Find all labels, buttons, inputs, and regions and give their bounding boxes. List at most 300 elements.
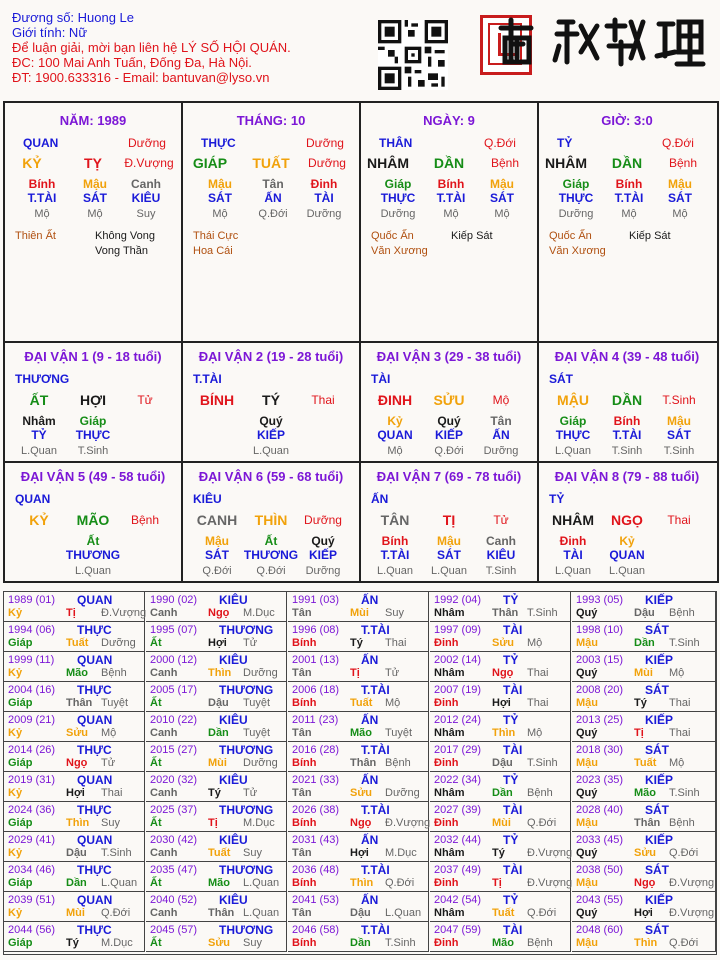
dai-van-hidden-ten-god: SÁT	[205, 548, 229, 562]
year-stage: Dưỡng	[243, 757, 278, 769]
year-branch: Ngọ	[208, 607, 230, 619]
year-label: 2027 (39)	[434, 804, 482, 816]
year-stem: Ất	[150, 937, 162, 949]
year-branch: Dậu	[208, 697, 229, 709]
year-label: 2001 (13)	[292, 654, 340, 666]
year-ten-god: THỰC	[77, 683, 112, 697]
year-branch: Thìn	[66, 817, 90, 829]
dai-van-title: ĐẠI VẬN 7 (69 - 78 tuổi)	[376, 469, 522, 484]
year-stage: T.Sinh	[385, 937, 416, 949]
year-cell	[572, 742, 716, 772]
year-table	[3, 591, 717, 955]
year-stem: Nhâm	[434, 907, 465, 919]
pillar-state: Đ.Vượng	[124, 156, 174, 170]
dai-van-hidden-ten-god: KIẾP	[434, 428, 464, 442]
year-ten-god: THỰC	[77, 923, 112, 937]
year-cell	[430, 622, 571, 652]
year-stage: Tuyệt	[243, 727, 271, 739]
year-stem: Giáp	[8, 637, 33, 649]
year-stage: M.Dục	[243, 817, 275, 829]
year-stem: Mậu	[576, 937, 598, 949]
hidden-stem: Mậu	[83, 177, 107, 191]
year-stem: Bính	[292, 757, 317, 769]
year-stage: Tử	[101, 757, 116, 769]
shen-sha: Văn Xương	[371, 245, 428, 257]
year-stem: Tân	[292, 607, 312, 619]
hidden-stem: Giáp	[562, 177, 590, 191]
year-stem: Đinh	[434, 937, 459, 949]
dai-van-hidden-stage: L.Quan	[74, 565, 112, 577]
dai-van-title: ĐẠI VẬN 3 (29 - 38 tuổi)	[376, 349, 522, 364]
year-label: 2020 (32)	[150, 774, 198, 786]
year-stage: T.Sinh	[669, 637, 700, 649]
year-branch: Thân	[492, 607, 519, 619]
year-cell	[4, 712, 145, 742]
year-label: 2032 (44)	[434, 834, 482, 846]
hidden-ten-god: SÁT	[83, 191, 107, 205]
year-stem: Quý	[576, 787, 598, 799]
year-branch: Hợi	[350, 847, 369, 859]
year-stem: Tân	[292, 907, 312, 919]
dai-van-hidden-stem: Kỷ	[387, 414, 403, 428]
year-branch: Thân	[66, 697, 93, 709]
year-stage: Tuyệt	[101, 697, 129, 709]
year-stage: L.Quan	[385, 907, 422, 919]
year-ten-god: KIẾP	[645, 713, 674, 727]
year-branch: Mùi	[208, 757, 227, 769]
year-stage: T.Sinh	[527, 607, 558, 619]
year-branch: Ngọ	[492, 667, 514, 679]
qr-code-icon	[378, 20, 448, 90]
year-branch: Dần	[208, 727, 229, 739]
year-ten-god: TỶ	[503, 593, 519, 607]
dai-van-ten-god: THƯƠNG	[15, 372, 70, 386]
year-label: 1998 (10)	[576, 624, 624, 636]
year-ten-god: THỰC	[77, 623, 112, 637]
year-cell	[572, 832, 716, 862]
year-ten-god: T.TÀI	[361, 743, 390, 757]
year-cell	[4, 862, 145, 892]
year-cell	[4, 892, 145, 922]
dai-van-hidden-stage: L.Quan	[608, 565, 646, 577]
pillar-title: NGÀY: 9	[423, 113, 475, 128]
hidden-stem: Bính	[615, 177, 643, 191]
year-stage: T.Sinh	[669, 787, 700, 799]
pillar-branch: TỴ	[84, 155, 102, 171]
calligraphy-logo	[497, 12, 707, 68]
dai-van-title: ĐẠI VẬN 1 (9 - 18 tuổi)	[24, 349, 162, 364]
year-cell	[572, 772, 716, 802]
year-stem: Quý	[576, 907, 598, 919]
year-ten-god: THƯƠNG	[219, 803, 274, 817]
year-label: 1990 (02)	[150, 594, 198, 606]
year-stem: Mậu	[576, 817, 598, 829]
pillar-ten-god: QUAN	[23, 136, 59, 150]
year-label: 2015 (27)	[150, 744, 198, 756]
year-ten-god: ẤN	[361, 893, 379, 907]
year-stage: Mộ	[669, 757, 685, 769]
dai-van-title: ĐẠI VẬN 5 (49 - 58 tuổi)	[20, 469, 166, 484]
shen-sha: Kiếp Sát	[629, 230, 671, 242]
year-stage: Thai	[669, 727, 691, 739]
dai-van-hidden-stage: Mộ	[387, 445, 403, 457]
year-stem: Bính	[292, 697, 317, 709]
year-stage: Thai	[101, 787, 123, 799]
hidden-stem: Bính	[437, 177, 465, 191]
year-stage: Suy	[243, 847, 262, 859]
year-label: 2039 (51)	[8, 894, 56, 906]
year-ten-god: THƯƠNG	[219, 683, 274, 697]
year-cell	[4, 832, 145, 862]
year-label: 2016 (28)	[292, 744, 340, 756]
dai-van-hidden-ten-god: THỰC	[75, 428, 111, 442]
year-label: 2018 (30)	[576, 744, 624, 756]
dai-van-hidden-stem: Nhâm	[22, 414, 56, 428]
year-branch: Thìn	[634, 937, 658, 949]
dai-van-hidden-stage: T.Sinh	[663, 445, 695, 457]
year-branch: Tuất	[66, 637, 89, 649]
dai-van-hidden-stem: Mậu	[205, 534, 229, 548]
year-stem: Giáp	[8, 937, 33, 949]
dai-van-stem: NHÂM	[552, 512, 594, 528]
dai-van-hidden-stage: Q.Đới	[202, 565, 232, 577]
year-cell	[430, 862, 571, 892]
year-label: 2007 (19)	[434, 684, 482, 696]
year-stem: Ất	[150, 637, 162, 649]
year-stage: Mộ	[385, 697, 401, 709]
year-cell	[4, 682, 145, 712]
year-branch: Sửu	[66, 727, 89, 739]
year-stage: Đ.Vượng	[527, 847, 573, 859]
year-cell	[430, 712, 571, 742]
contact-line-2: ĐC: 100 Mai Anh Tuấn, Đống Đa, Hà Nội.	[12, 55, 252, 70]
shen-sha: Không Vong	[95, 230, 155, 242]
year-stem: Kỷ	[8, 667, 23, 679]
year-branch: Mão	[208, 877, 230, 889]
year-cell	[430, 922, 571, 952]
year-label: 2010 (22)	[150, 714, 198, 726]
year-cell	[288, 922, 429, 952]
dai-van-hidden-stage: L.Quan	[20, 445, 58, 457]
dai-van-hidden-stem: Ất	[86, 534, 100, 548]
shen-sha: Văn Xương	[549, 245, 606, 257]
year-label: 2008 (20)	[576, 684, 624, 696]
shen-sha: Kiếp Sát	[451, 230, 493, 242]
year-cell	[572, 862, 716, 892]
year-stem: Giáp	[8, 817, 33, 829]
dai-van-hidden-stage: Dưỡng	[305, 565, 341, 577]
year-stage: Bệnh	[101, 667, 127, 679]
year-ten-god: KIẾP	[645, 593, 674, 607]
dai-van-ten-god: SÁT	[549, 372, 573, 386]
year-stem: Ất	[150, 817, 162, 829]
hidden-stage: Suy	[136, 208, 156, 220]
year-ten-god: SÁT	[645, 923, 669, 937]
hidden-stem: Giáp	[384, 177, 412, 191]
year-stage: Tuyệt	[243, 697, 271, 709]
year-stem: Đinh	[434, 817, 459, 829]
year-cell	[572, 622, 716, 652]
year-stem: Bính	[292, 817, 317, 829]
pillar-branch: DẦN	[433, 155, 465, 171]
year-stem: Nhâm	[434, 727, 465, 739]
year-label: 2000 (12)	[150, 654, 198, 666]
year-stem: Nhâm	[434, 667, 465, 679]
year-stage: Bệnh	[527, 937, 553, 949]
hidden-ten-god: T.TÀI	[614, 191, 644, 205]
dai-van-stem: TÂN	[380, 512, 410, 528]
year-cell	[572, 712, 716, 742]
hidden-stage: Mộ	[212, 208, 228, 220]
dai-van-hidden-ten-god: TÀI	[563, 548, 583, 562]
year-cell	[146, 712, 287, 742]
year-branch: Dậu	[66, 847, 87, 859]
year-stage: Suy	[101, 817, 120, 829]
dai-van-hidden-ten-god: ẤN	[492, 428, 510, 442]
year-ten-god: SÁT	[645, 623, 669, 637]
year-stem: Kỷ	[8, 727, 23, 739]
year-stage: Thai	[385, 637, 407, 649]
year-stem: Quý	[576, 607, 598, 619]
year-cell	[288, 652, 429, 682]
year-ten-god: KIÊU	[219, 653, 248, 667]
year-label: 2030 (42)	[150, 834, 198, 846]
pillar-stage-top: Dưỡng	[128, 136, 166, 150]
year-ten-god: TỶ	[503, 773, 519, 787]
year-stage: Đ.Vượng	[669, 877, 715, 889]
year-branch: Sửu	[634, 847, 657, 859]
year-ten-god: T.TÀI	[361, 863, 390, 877]
year-stem: Đinh	[434, 877, 459, 889]
hidden-stage: Mộ	[672, 208, 688, 220]
year-stage: L.Quan	[243, 907, 280, 919]
hidden-ten-god: TÀI	[314, 191, 334, 205]
shen-sha: Hoa Cái	[193, 245, 233, 257]
year-branch: Tý	[492, 847, 505, 859]
year-cell	[4, 592, 145, 622]
dai-van-state: Thai	[667, 513, 691, 527]
year-stem: Quý	[576, 847, 598, 859]
dai-van-hidden-stem: Ất	[264, 534, 278, 548]
year-ten-god: KIÊU	[219, 773, 248, 787]
year-label: 2012 (24)	[434, 714, 482, 726]
year-ten-god: KIÊU	[219, 833, 248, 847]
year-label: 2014 (26)	[8, 744, 56, 756]
dai-van-hidden-ten-god: THỰC	[555, 428, 591, 442]
year-label: 2038 (50)	[576, 864, 624, 876]
year-label: 2026 (38)	[292, 804, 340, 816]
year-label: 2040 (52)	[150, 894, 198, 906]
year-branch: Dần	[634, 637, 655, 649]
year-ten-god: THỰC	[77, 803, 112, 817]
year-stem: Canh	[150, 907, 178, 919]
pillar-branch: DẦN	[611, 155, 643, 171]
dai-van-stem: ĐINH	[377, 392, 413, 408]
dai-van-hidden-stem: Bính	[613, 414, 641, 428]
year-stage: Thai	[527, 667, 549, 679]
year-ten-god: SÁT	[645, 863, 669, 877]
dai-van-stem: BÍNH	[199, 392, 235, 408]
shen-sha: Vong Thần	[95, 245, 149, 257]
year-stem: Giáp	[8, 697, 33, 709]
year-stem: Bính	[292, 877, 317, 889]
year-ten-god: QUAN	[77, 653, 113, 667]
year-stage: Tuyệt	[385, 727, 413, 739]
year-stage: Q.Đới	[385, 877, 415, 889]
year-stage: Bệnh	[669, 607, 695, 619]
year-cell	[4, 802, 145, 832]
year-ten-god: TÀI	[503, 923, 523, 937]
year-stem: Ất	[150, 697, 162, 709]
year-branch: Tý	[208, 787, 221, 799]
gender-line: Giới tính: Nữ	[12, 25, 88, 40]
dai-van-state: Bệnh	[130, 513, 160, 527]
year-stage: Bệnh	[385, 757, 411, 769]
year-branch: Sửu	[492, 637, 515, 649]
year-ten-god: T.TÀI	[361, 803, 390, 817]
year-cell	[146, 862, 287, 892]
year-stem: Mậu	[576, 697, 598, 709]
hidden-stem: Mậu	[668, 177, 692, 191]
year-branch: Tuất	[492, 907, 515, 919]
year-stage: L.Quan	[243, 877, 280, 889]
year-cell	[288, 742, 429, 772]
year-label: 1999 (11)	[8, 654, 55, 666]
year-branch: Mùi	[492, 817, 511, 829]
year-label: 2004 (16)	[8, 684, 56, 696]
year-cell	[146, 922, 287, 952]
year-cell	[146, 832, 287, 862]
year-cell	[146, 892, 287, 922]
year-label: 2029 (41)	[8, 834, 56, 846]
year-label: 2036 (48)	[292, 864, 340, 876]
year-cell	[288, 802, 429, 832]
pillar-state: Dưỡng	[308, 156, 346, 170]
dai-van-hidden-ten-god: KIẾP	[308, 548, 338, 562]
year-stage: L.Quan	[101, 877, 138, 889]
year-ten-god: TỶ	[503, 893, 519, 907]
year-ten-god: KIẾP	[645, 653, 674, 667]
year-branch: Thìn	[208, 667, 232, 679]
year-stage: Q.Đới	[527, 907, 557, 919]
dai-van-title: ĐẠI VẬN 8 (79 - 88 tuổi)	[554, 469, 700, 484]
year-stage: Đ.Vượng	[527, 877, 573, 889]
dai-van-title: ĐẠI VẬN 6 (59 - 68 tuổi)	[198, 469, 344, 484]
year-cell	[146, 652, 287, 682]
dai-van-stem: CANH	[196, 512, 238, 528]
hidden-stem: Đinh	[310, 177, 338, 191]
year-cell	[572, 682, 716, 712]
dai-van-hidden-stem: Tân	[490, 414, 512, 428]
year-branch: Thân	[350, 757, 377, 769]
year-ten-god: T.TÀI	[361, 683, 390, 697]
year-branch: Tị	[208, 817, 218, 829]
year-label: 2044 (56)	[8, 924, 56, 936]
shen-sha: Thái Cực	[193, 230, 239, 242]
year-cell	[146, 592, 287, 622]
year-stage: Q.Đới	[527, 817, 557, 829]
year-cell	[288, 592, 429, 622]
year-ten-god: QUAN	[77, 773, 113, 787]
year-stage: Q.Đới	[669, 847, 699, 859]
year-ten-god: T.TÀI	[361, 623, 390, 637]
year-stem: Canh	[150, 727, 178, 739]
year-label: 2028 (40)	[576, 804, 624, 816]
year-cell	[430, 682, 571, 712]
hidden-stem: Mậu	[208, 177, 232, 191]
year-ten-god: ẤN	[361, 593, 379, 607]
hidden-stage: Mộ	[621, 208, 637, 220]
year-cell	[288, 832, 429, 862]
year-cell	[430, 742, 571, 772]
year-branch: Ngọ	[66, 757, 88, 769]
pillar-stage-top: Q.Đới	[662, 136, 694, 150]
year-stem: Mậu	[576, 757, 598, 769]
dai-van-hidden-stage: T.Sinh	[611, 445, 643, 457]
year-label: 2043 (55)	[576, 894, 624, 906]
year-stage: M.Dục	[101, 937, 133, 949]
year-stem: Mậu	[576, 877, 598, 889]
dai-van-hidden-stem: Kỷ	[619, 534, 635, 548]
year-label: 2003 (15)	[576, 654, 624, 666]
contact-line-1: Để luận giải, mời bạn liên hệ LÝ SỐ HỘI QUÁN.	[12, 40, 291, 55]
year-branch: Dần	[350, 937, 371, 949]
dai-van-ten-god: TỶ	[549, 492, 565, 506]
year-branch: Sửu	[208, 937, 231, 949]
pillar-stem: GIÁP	[192, 155, 228, 171]
year-label: 2041 (53)	[292, 894, 340, 906]
year-stem: Quý	[576, 727, 598, 739]
dai-van-hidden-stage: L.Quan	[252, 445, 290, 457]
year-cell	[4, 652, 145, 682]
dai-van-hidden-stage: T.Sinh	[77, 445, 109, 457]
year-ten-god: SÁT	[645, 803, 669, 817]
dai-van-branch: TÝ	[262, 392, 280, 408]
year-stem: Tân	[292, 727, 312, 739]
year-ten-god: TÀI	[503, 743, 523, 757]
year-branch: Hợi	[492, 697, 511, 709]
year-cell	[288, 682, 429, 712]
year-branch: Dần	[66, 877, 87, 889]
year-stage: Mộ	[527, 727, 543, 739]
year-stage: Tử	[243, 787, 258, 799]
year-label: 1997 (09)	[434, 624, 482, 636]
year-stage: Dưỡng	[385, 787, 420, 799]
year-stage: Mộ	[101, 727, 117, 739]
year-label: 2013 (25)	[576, 714, 624, 726]
year-branch: Tị	[66, 607, 76, 619]
hidden-stage: Mộ	[494, 208, 510, 220]
year-ten-god: THƯƠNG	[219, 923, 274, 937]
dai-van-ten-god: TÀI	[371, 372, 391, 386]
hidden-stem: Bính	[28, 177, 56, 191]
year-branch: Hợi	[66, 787, 85, 799]
dai-van-hidden-stem: Mậu	[667, 414, 691, 428]
year-branch: Ngọ	[350, 817, 372, 829]
hidden-ten-god: THỰC	[558, 191, 594, 205]
dai-van-state: Tử	[137, 393, 153, 407]
pillar-ten-god: TỶ	[557, 136, 573, 150]
year-stem: Bính	[292, 937, 317, 949]
year-ten-god: SÁT	[645, 683, 669, 697]
year-stage: Đ.Vượng	[669, 907, 715, 919]
year-stage: Thai	[669, 697, 691, 709]
year-label: 2022 (34)	[434, 774, 482, 786]
pillar-stem: NHÂM	[367, 155, 409, 171]
year-stem: Bính	[292, 637, 317, 649]
pillar-state: Bệnh	[668, 156, 698, 170]
name-line: Đương số: Huong Le	[12, 10, 135, 25]
